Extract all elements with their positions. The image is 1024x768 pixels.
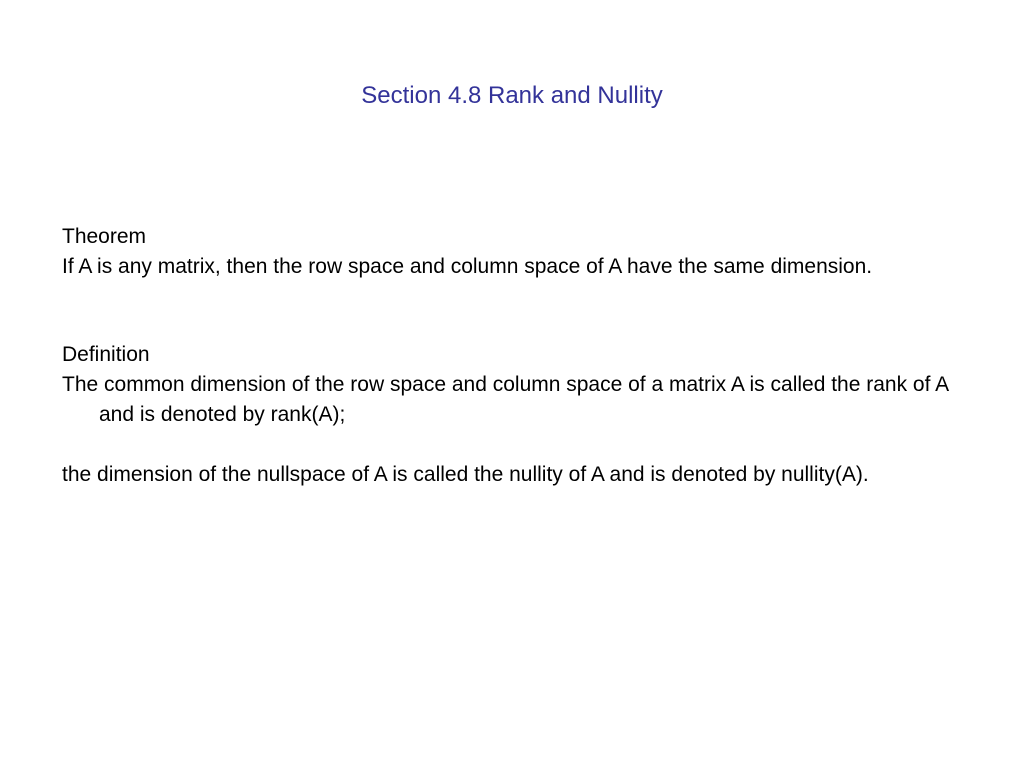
theorem-heading: Theorem — [62, 225, 147, 248]
theorem-text: If A is any matrix, then the row space and column space of A have the same dimension. — [62, 255, 873, 278]
definition-heading: Definition — [62, 343, 150, 366]
definition-nullity-text: the dimension of the nullspace of A is called the nullity of A and is denoted by nullity(A). — [62, 463, 869, 486]
slide-title: Section 4.8 Rank and Nullity — [361, 82, 663, 109]
definition-rank-text: The common dimension of the row space and column space of a matrix A is called the rank of A and is denoted by rank(A); — [62, 373, 948, 426]
spacer — [62, 282, 962, 340]
spacer — [62, 430, 962, 460]
slide-body — [62, 222, 962, 490]
